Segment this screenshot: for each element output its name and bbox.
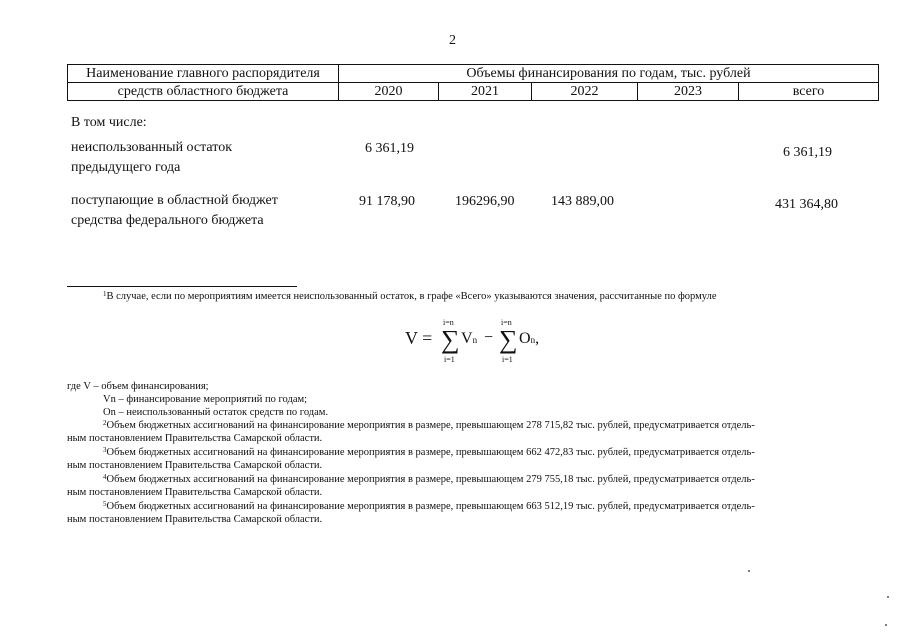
row-unused-balance-label — [71, 138, 232, 178]
where-2: Vn – финансирование мероприятий по годам; — [103, 394, 308, 405]
formula-comma: , — [535, 330, 540, 347]
footnote-3-line2: ным постановлением Правительства Самарской области. — [67, 460, 323, 471]
footnote-4 — [67, 473, 857, 499]
scan-speck — [887, 596, 889, 598]
footnote-2-mark: 2 — [103, 419, 107, 427]
row-federal-funds-line1: поступающие в областной бюджет — [71, 193, 278, 208]
formula-minus: − — [484, 329, 494, 346]
formula-sum1-bottom: i=1 — [444, 355, 455, 364]
formula — [405, 318, 565, 368]
federal-funds-2021: 196296,90 — [455, 194, 515, 209]
formula-sum2-bottom: i=1 — [502, 355, 513, 364]
where-3: On – неиспользованный остаток средств по годам. — [103, 407, 329, 418]
row-federal-funds-line2: средства федерального бюджета — [71, 213, 264, 228]
header-total: всего — [739, 83, 879, 101]
scan-speck — [885, 624, 887, 626]
footnote-3 — [67, 446, 857, 472]
footnote-5 — [67, 500, 857, 526]
where-1: где V – объем финансирования; — [67, 381, 209, 392]
header-distributor-line2: средств областного бюджета — [68, 83, 339, 101]
footnote-2-line1: Объем бюджетных ассигнований на финансирование мероприятия в размере, превышающем 278 715,82 тыс. рублей, предусматривается отдель- — [106, 420, 755, 431]
footnote-5-mark: 5 — [103, 500, 107, 508]
formula-o-sub: n — [530, 335, 536, 345]
footnote-4-mark: 4 — [103, 473, 107, 481]
formula-o: O — [519, 330, 531, 347]
footnote-1-mark: 1 — [103, 290, 107, 298]
formula-sum2-sigma: ∑ — [499, 325, 518, 354]
formula-sum2-top: i=n — [501, 318, 512, 327]
unused-balance-total: 6 361,19 — [783, 145, 832, 160]
row-unused-balance-line1: неиспользованный остаток — [71, 140, 232, 155]
header-financing-group: Объемы финансирования по годам, тыс. рублей — [339, 65, 879, 83]
formula-sum1-top: i=n — [443, 318, 454, 327]
footnote-separator — [67, 286, 297, 287]
footnote-5-line1: Объем бюджетных ассигнований на финансирование мероприятия в размере, превышающем 663 512,19 тыс. рублей, предусматривается отдель- — [106, 501, 755, 512]
intro-label: В том числе: — [71, 115, 147, 130]
header-table — [67, 64, 879, 101]
page-number: 2 — [449, 33, 456, 48]
header-year-2023: 2023 — [638, 83, 739, 101]
row-federal-funds-label — [71, 191, 278, 231]
footnote-3-line1: Объем бюджетных ассигнований на финансирование мероприятия в размере, превышающем 662 472,83 тыс. рублей, предусматривается отдель- — [106, 447, 755, 458]
header-distributor-line1: Наименование главного распорядителя — [68, 65, 339, 83]
footnote-3-mark: 3 — [103, 446, 107, 454]
footnote-4-line2: ным постановлением Правительства Самарской области. — [67, 487, 323, 498]
footnote-5-line2: ным постановлением Правительства Самарской области. — [67, 514, 323, 525]
formula-v: V — [461, 330, 473, 347]
formula-lhs: V = — [405, 328, 433, 348]
footnote-2 — [67, 419, 857, 445]
footnote-1 — [103, 290, 863, 303]
federal-funds-2020: 91 178,90 — [359, 194, 415, 209]
formula-v-sub: n — [472, 335, 478, 345]
footnote-4-line1: Объем бюджетных ассигнований на финансирование мероприятия в размере, превышающем 279 755,18 тыс. рублей, предусматривается отдель- — [106, 474, 755, 485]
row-unused-balance-line2: предыдущего года — [71, 160, 181, 175]
federal-funds-2022: 143 889,00 — [551, 194, 614, 209]
federal-funds-total: 431 364,80 — [775, 197, 838, 212]
scan-speck — [748, 570, 750, 572]
formula-o-term — [519, 330, 539, 348]
formula-v-term — [461, 330, 477, 348]
formula-sum1-sigma: ∑ — [441, 325, 460, 354]
footnote-2-line2: ным постановлением Правительства Самарской области. — [67, 433, 323, 444]
header-year-2022: 2022 — [532, 83, 638, 101]
footnote-1-text: В случае, если по мероприятиям имеется неиспользованный остаток, в графе «Всего» указываются значения, рассчитанные по формуле — [106, 291, 717, 302]
header-year-2020: 2020 — [339, 83, 439, 101]
header-year-2021: 2021 — [439, 83, 532, 101]
unused-balance-2020: 6 361,19 — [365, 141, 414, 156]
